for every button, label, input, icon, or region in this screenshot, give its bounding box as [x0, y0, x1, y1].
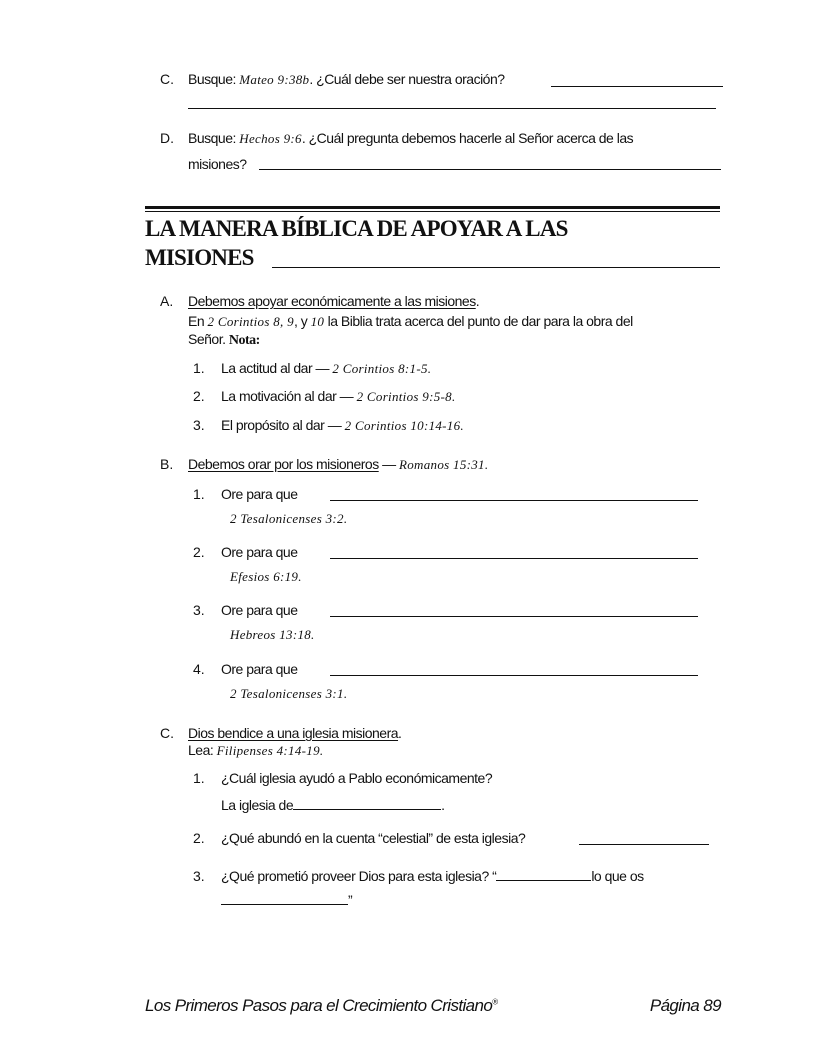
answer-line[interactable] — [188, 108, 716, 109]
scripture-ref: Mateo 9:38b — [239, 72, 310, 87]
heading-underline — [272, 267, 720, 268]
list-number: 4. — [193, 661, 205, 677]
section-c-read: Lea: Filipenses 4:14-19. — [188, 742, 324, 758]
answer-line[interactable] — [579, 844, 709, 845]
answer-line[interactable] — [293, 797, 441, 810]
section-a-heading: Debemos apoyar económicamente a las misiones. — [188, 293, 480, 309]
scripture-ref: Efesios 6:19. — [230, 569, 302, 584]
scripture-ref: Hechos 9:6 — [239, 131, 302, 146]
list-item: Ore para que — [221, 486, 298, 502]
section-title: LA MANERA BÍBLICA DE APOYAR A LAS — [145, 216, 568, 241]
section-title-cont: MISIONES — [145, 245, 254, 270]
heading-rule — [145, 206, 720, 209]
scripture-ref: Romanos 15:31. — [398, 457, 489, 472]
list-number: 3. — [193, 417, 205, 433]
scripture-ref: 2 Corintios 9:5-8. — [356, 389, 456, 404]
scripture-ref: 10 — [310, 314, 325, 329]
scripture-ref: Hebreos 13:18. — [230, 627, 315, 642]
list-number: 3. — [193, 602, 205, 618]
section-a-text-cont: Señor. Nota: — [188, 331, 260, 348]
item-label: C. — [160, 71, 174, 87]
list-item: La motivación al dar — 2 Corintios 9:5-8. — [221, 388, 456, 404]
question-text: ¿Cuál iglesia ayudó a Pablo económicamente? — [221, 770, 493, 786]
question-text-cont: La iglesia de . — [221, 797, 445, 813]
question-text: ¿Qué abundó en la cuenta “celestial” de esta iglesia? — [221, 830, 526, 846]
question-d: Busque: Hechos 9:6. ¿Cuál pregunta debemos hacerle al Señor acerca de las — [188, 130, 634, 146]
answer-line[interactable] — [330, 558, 698, 559]
question-text: ¿Qué prometió proveer Dios para esta iglesia? “ lo que os — [221, 868, 644, 884]
scripture-ref: 2 Tesalonicenses 3:2. — [230, 511, 348, 526]
list-number: 1. — [193, 486, 205, 502]
question-c: Busque: Mateo 9:38b. ¿Cuál debe ser nuestra oración? — [188, 71, 505, 87]
list-number: 1. — [193, 770, 205, 786]
list-number: 1. — [193, 360, 205, 376]
list-number: 2. — [193, 830, 205, 846]
answer-line[interactable] — [330, 616, 698, 617]
answer-line[interactable] — [330, 500, 698, 501]
list-number: 2. — [193, 544, 205, 560]
list-number: 3. — [193, 868, 205, 884]
scripture-ref: 2 Corintios 8:1-5. — [332, 361, 432, 376]
list-number: 2. — [193, 388, 205, 404]
answer-line[interactable] — [221, 892, 348, 905]
item-label: B. — [160, 456, 174, 472]
scripture-ref: 2 Corintios 10:14-16. — [344, 418, 464, 433]
scripture-ref: 2 Corintios 8, 9 — [207, 314, 294, 329]
list-item: El propósito al dar — 2 Corintios 10:14-16. — [221, 417, 464, 433]
question-d-cont: misiones? — [188, 156, 247, 172]
list-item: Ore para que — [221, 544, 298, 560]
scripture-ref: 2 Tesalonicenses 3:1. — [230, 686, 348, 701]
question-text-cont: ” — [221, 892, 352, 908]
footer-book-title: Los Primeros Pasos para el Crecimiento Cristiano® — [145, 996, 498, 1015]
answer-line[interactable] — [551, 86, 723, 87]
heading-rule — [145, 211, 720, 212]
item-label: A. — [160, 293, 174, 309]
registered-mark: ® — [492, 997, 498, 1007]
list-item: Ore para que — [221, 602, 298, 618]
section-c-heading: Dios bendice a una iglesia misionera. — [188, 725, 402, 741]
item-label: D. — [160, 130, 174, 146]
section-a-text: En 2 Corintios 8, 9, y 10 la Biblia trata acerca del punto de dar para la obra del — [188, 313, 633, 329]
list-item: La actitud al dar — 2 Corintios 8:1-5. — [221, 360, 432, 376]
answer-line[interactable] — [496, 868, 591, 881]
item-label: C. — [160, 725, 174, 741]
page-number: Página 89 — [649, 996, 721, 1015]
scripture-ref: Filipenses 4:14-19. — [216, 743, 324, 758]
answer-line[interactable] — [330, 675, 698, 676]
section-b-heading: Debemos orar por los misioneros — Romanos 15:31. — [188, 456, 489, 472]
answer-line[interactable] — [259, 169, 721, 170]
list-item: Ore para que — [221, 661, 298, 677]
note-label: Nota: — [228, 333, 260, 348]
